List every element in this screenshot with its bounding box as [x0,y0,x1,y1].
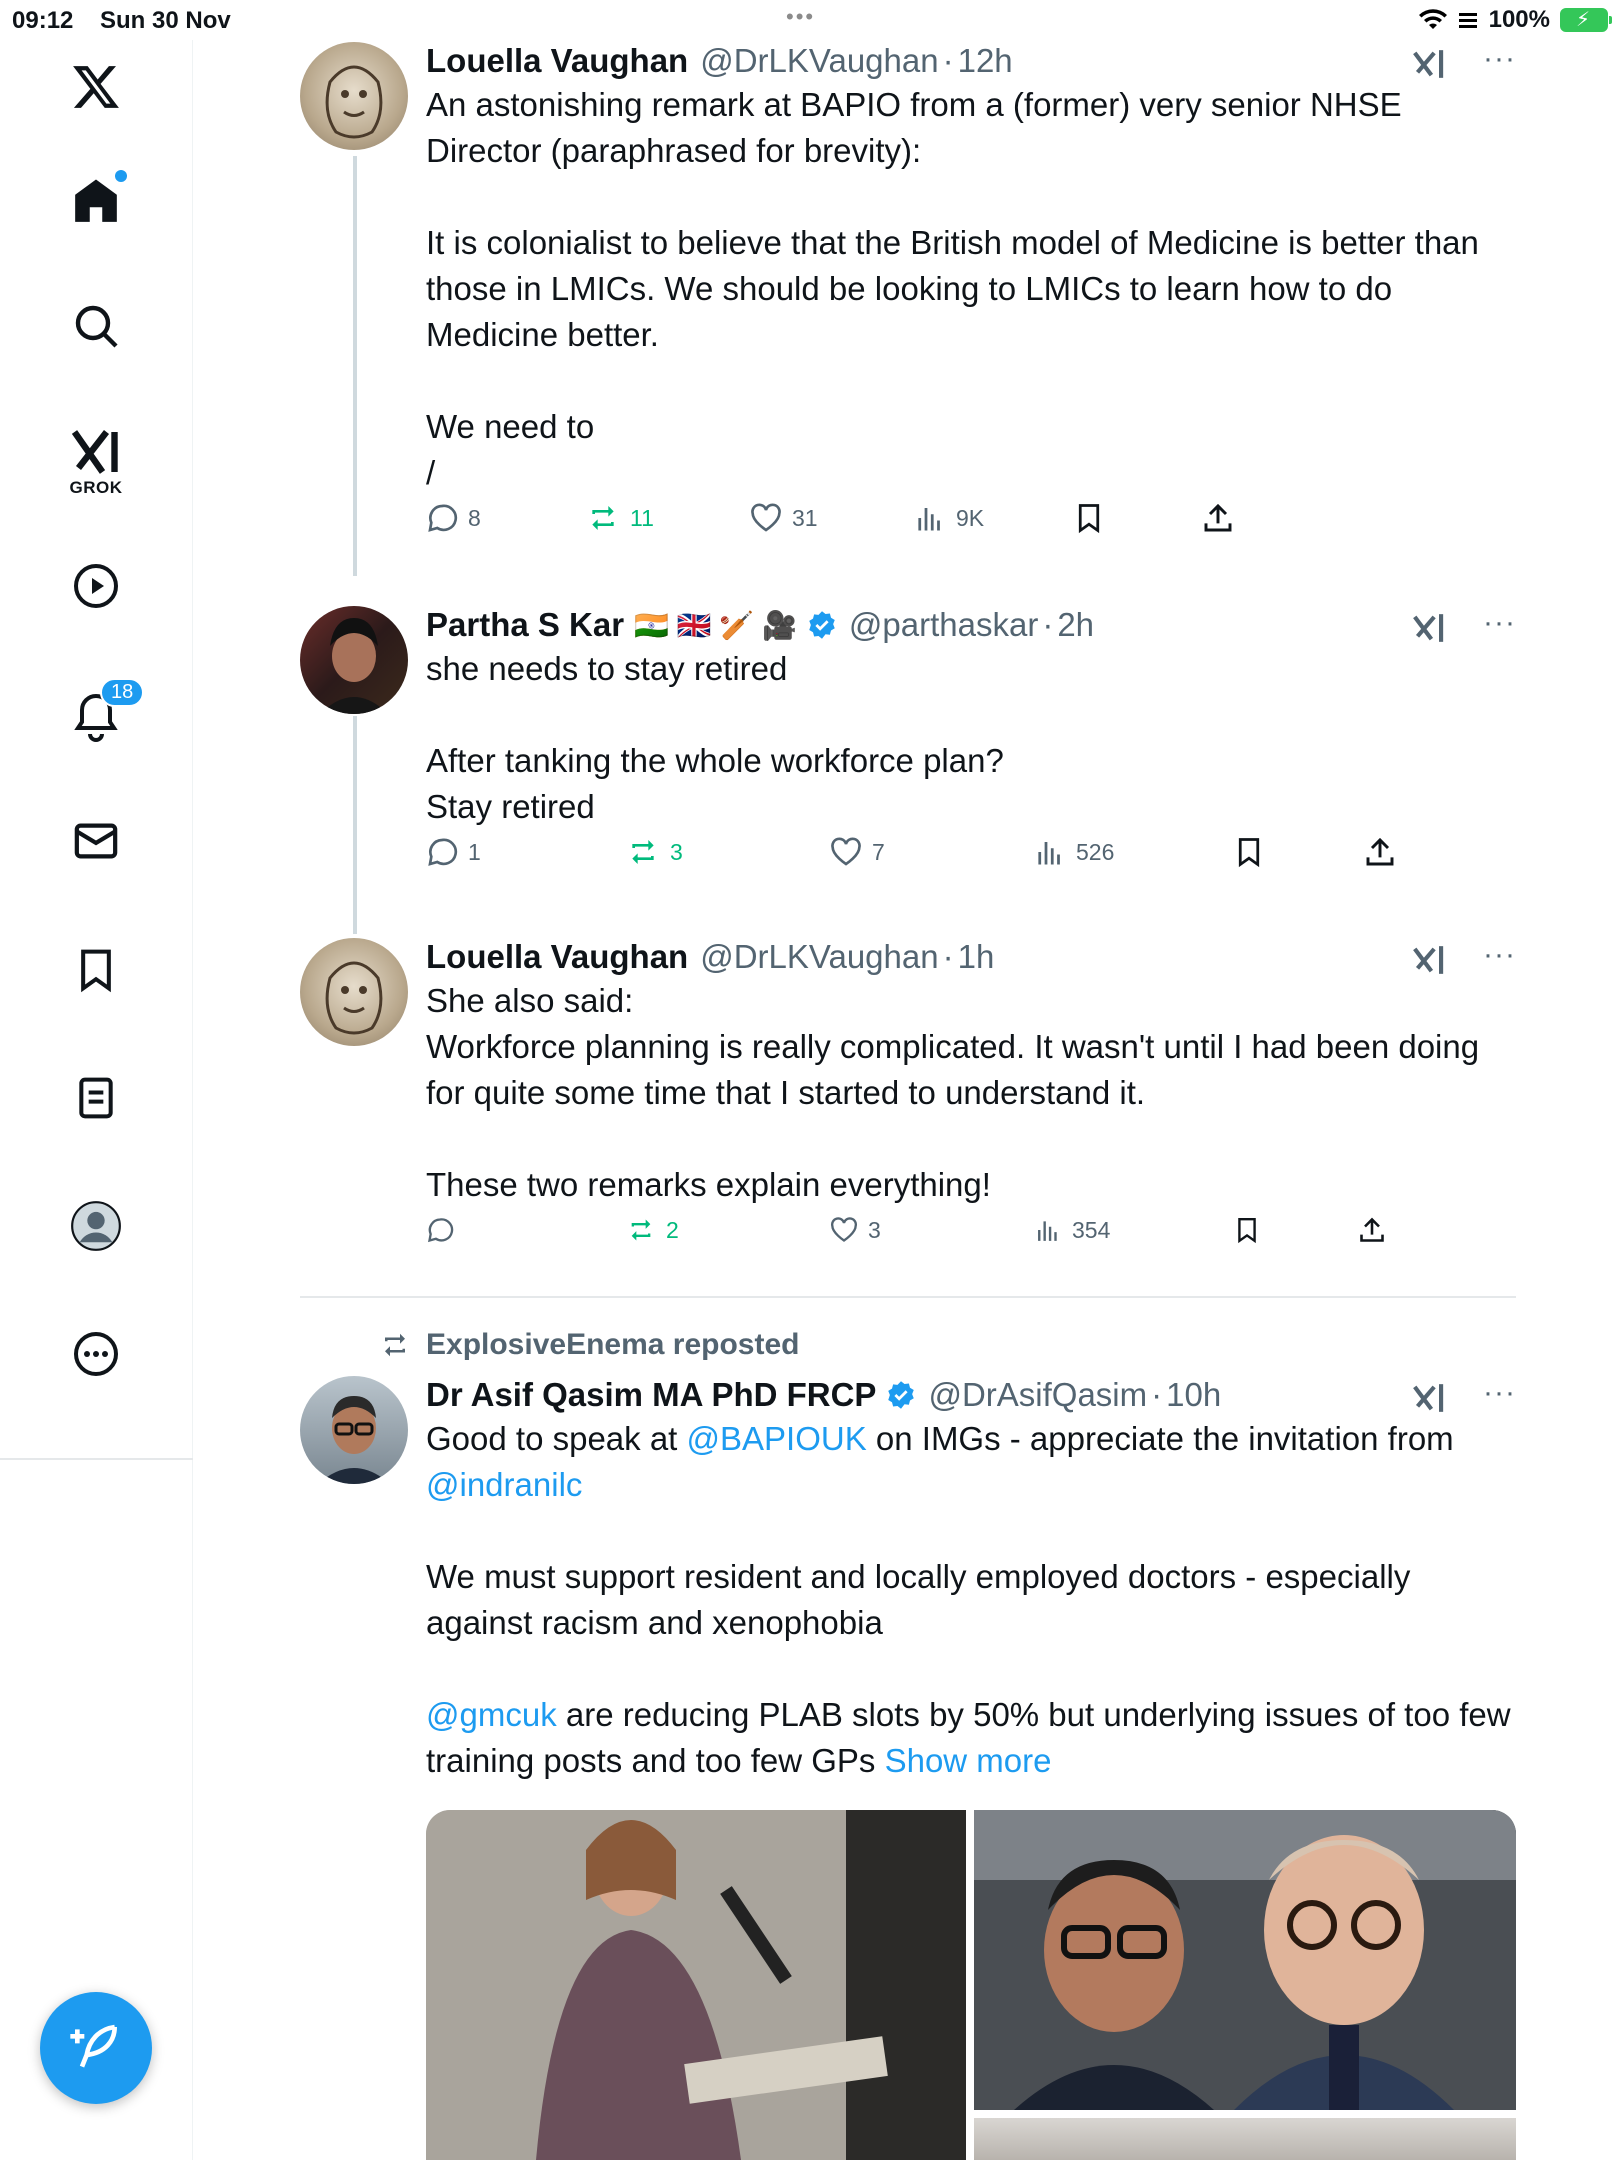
repost-icon [626,1216,656,1244]
share-icon [1202,502,1234,534]
heart-icon [830,837,862,867]
user-handle[interactable]: @DrLKVaughan [700,938,939,975]
photo-third[interactable] [974,2118,1516,2160]
tweet-time[interactable]: 10h [1166,1376,1222,1413]
bookmark-icon [74,946,118,994]
reposted-by: ExplosiveEnema reposted [426,1328,800,1361]
reply-button[interactable] [426,1216,464,1244]
sidebar-item-grok[interactable] [70,428,123,498]
avatar[interactable] [300,1376,408,1484]
status-date: Sun 30 Nov [100,7,231,34]
compose-feather-icon [68,2020,124,2076]
like-count: 7 [872,838,885,865]
display-name[interactable]: Louella Vaughan [426,42,689,79]
view-count: 526 [1076,838,1115,865]
user-handle[interactable]: @DrAsifQasim [928,1376,1148,1413]
avatar[interactable] [300,42,408,150]
wifi-icon [1419,9,1447,31]
tweet-text: An astonishing remark at BAPIO from a (former) very senior NHSE Director (paraphrased for brevity): It is colonialist to believe that the British model of Medicine is better than those in LMICs. We should be looking to LMICs to learn how to do Medicine better. We need to / [426,86,1479,491]
views-button[interactable] [1036,1217,1110,1244]
battery-icon: ⚡ [1560,8,1608,32]
repost-icon [586,502,620,534]
mail-icon [72,818,120,864]
repost-button[interactable] [626,836,683,868]
grok-label: GROK [69,478,123,497]
user-handle[interactable]: @parthaskar [848,606,1039,643]
share-icon [1358,1216,1386,1244]
like-count: 31 [792,504,818,531]
sidebar-item-notifications[interactable] [72,681,134,742]
more-circle-icon [72,1330,120,1378]
avatar[interactable] [300,938,408,1046]
show-more-link[interactable]: Show more [884,1742,1052,1779]
home-icon [71,176,121,226]
sidebar-item-lists[interactable] [74,1074,118,1122]
tweet[interactable] [300,606,1520,896]
grok-icon [70,428,122,476]
compose-button[interactable] [40,1992,152,2104]
more-options-icon[interactable]: ··· [1483,1376,1516,1409]
reply-icon [426,836,458,868]
home-unread-dot [115,170,127,182]
search-icon [72,302,120,350]
views-icon [1036,1217,1062,1243]
bookmark-icon [1234,836,1264,868]
grok-explain-icon[interactable] [1412,46,1448,82]
more-options-icon[interactable]: ··· [1483,938,1516,971]
mention-link[interactable]: @BAPIOUK [686,1420,867,1457]
view-count: 9K [956,504,985,531]
repost-button[interactable] [626,1216,679,1244]
sidebar-item-home[interactable] [71,176,121,226]
x-logo-icon[interactable] [70,62,122,112]
verified-badge-icon [886,1380,916,1410]
mention-link[interactable]: @indranilc [426,1466,583,1503]
repost-icon [378,1330,412,1360]
views-icon [1036,837,1066,867]
sidebar-item-messages[interactable] [72,818,120,864]
status-time: 09:12 [12,7,74,34]
name-emojis: 🇮🇳 🇬🇧 🏏 🎥 [634,609,797,641]
share-button[interactable] [1358,1216,1386,1244]
display-name[interactable]: Dr Asif Qasim MA PhD FRCP [426,1376,877,1413]
mention-link[interactable]: @gmcuk [426,1696,557,1733]
heart-icon [750,503,782,533]
tweet-header: Louella Vaughan @DrLKVaughan · 1h [426,938,995,975]
photo-selfie[interactable] [974,1810,1516,2110]
grok-explain-icon[interactable] [1412,610,1448,646]
photo-speaker[interactable] [426,1810,966,2160]
sidebar [0,40,193,2160]
views-button[interactable] [916,503,984,533]
reply-icon [426,1216,454,1244]
battery-percent: 100% [1488,6,1550,33]
sidebar-item-search[interactable] [72,302,120,350]
bookmark-icon [1074,502,1104,534]
bookmark-icon [1234,1216,1260,1244]
repost-icon [626,836,660,868]
share-button[interactable] [1202,502,1234,534]
reply-icon [426,502,458,534]
views-button[interactable] [1036,837,1114,867]
tweet[interactable] [300,938,1520,1278]
reply-count: 1 [468,838,481,865]
sidebar-item-profile[interactable] [70,1200,122,1252]
tweet-text: Good to speak at @BAPIOUK on IMGs - appreciate the invitation from @indranilc We must support resident and locally employed doctors - especially against racism and xenophobia @gmcuk are reducing PLAB slots by 50% but underlying issues of too few training posts and too few GPs Show more [426,1420,1520,1779]
reply-count: 8 [468,504,481,531]
bookmark-button[interactable] [1234,1216,1260,1244]
play-icon [72,562,120,610]
repost-count: 2 [666,1216,679,1243]
notification-badge: 18 [100,678,144,707]
like-count: 3 [868,1216,881,1243]
tweet-time[interactable]: 12h [957,42,1013,79]
display-name[interactable]: Louella Vaughan [426,938,689,975]
status-bar [0,0,1620,40]
repost-context[interactable] [378,1328,799,1362]
sidebar-item-video[interactable] [72,562,120,610]
sidebar-item-more[interactable] [72,1330,120,1378]
sidebar-item-bookmarks[interactable] [74,946,118,994]
tweet-header: Dr Asif Qasim MA PhD FRCP @DrAsifQasim · 10h [426,1376,1222,1413]
tweet[interactable] [300,42,1520,562]
bookmark-button[interactable] [1234,836,1264,868]
heart-icon [830,1217,858,1243]
tweet-text: she needs to stay retired After tanking the whole workforce plan? Stay retired [426,650,1004,825]
orientation-lock-icon [1457,9,1479,31]
more-options-icon[interactable]: ··· [1483,606,1516,639]
like-button[interactable] [830,837,885,867]
repost-count: 3 [670,838,683,865]
list-icon [74,1074,118,1122]
view-count: 354 [1072,1216,1111,1243]
tweet-separator [300,1296,1516,1298]
tweet-header: Partha S Kar 🇮🇳 🇬🇧 🏏 🎥 @parthaskar · 2h [426,606,1095,643]
multitasking-dots-icon[interactable]: ••• [786,4,816,29]
share-button[interactable] [1364,836,1396,868]
repost-button[interactable] [586,502,654,534]
media-grid[interactable] [426,1810,1516,2160]
views-icon [916,503,946,533]
profile-avatar-icon [70,1200,122,1252]
repost-count: 11 [630,504,654,531]
sidebar-divider [0,1458,193,1460]
grok-explain-icon[interactable] [1412,942,1448,978]
verified-badge-icon [807,610,837,640]
bookmark-button[interactable] [1074,502,1104,534]
tweet-header: Louella Vaughan @DrLKVaughan · 12h [426,42,1013,79]
user-handle[interactable]: @DrLKVaughan [700,42,939,79]
tweet-time[interactable]: 1h [957,938,995,975]
share-icon [1364,836,1396,868]
display-name[interactable]: Partha S Kar [426,606,625,643]
tweet-text: She also said: Workforce planning is really complicated. It wasn't until I had been doing for quite some time that I started to understand it. These two remarks explain everything! [426,982,1480,1203]
more-options-icon[interactable]: ··· [1483,42,1516,75]
reply-button[interactable] [426,502,481,534]
tweet-time[interactable]: 2h [1057,606,1095,643]
avatar[interactable] [300,606,408,714]
grok-explain-icon[interactable] [1412,1380,1448,1416]
like-button[interactable] [750,503,818,533]
status-indicators [1419,6,1608,34]
reply-button[interactable] [426,836,481,868]
like-button[interactable] [830,1217,881,1244]
